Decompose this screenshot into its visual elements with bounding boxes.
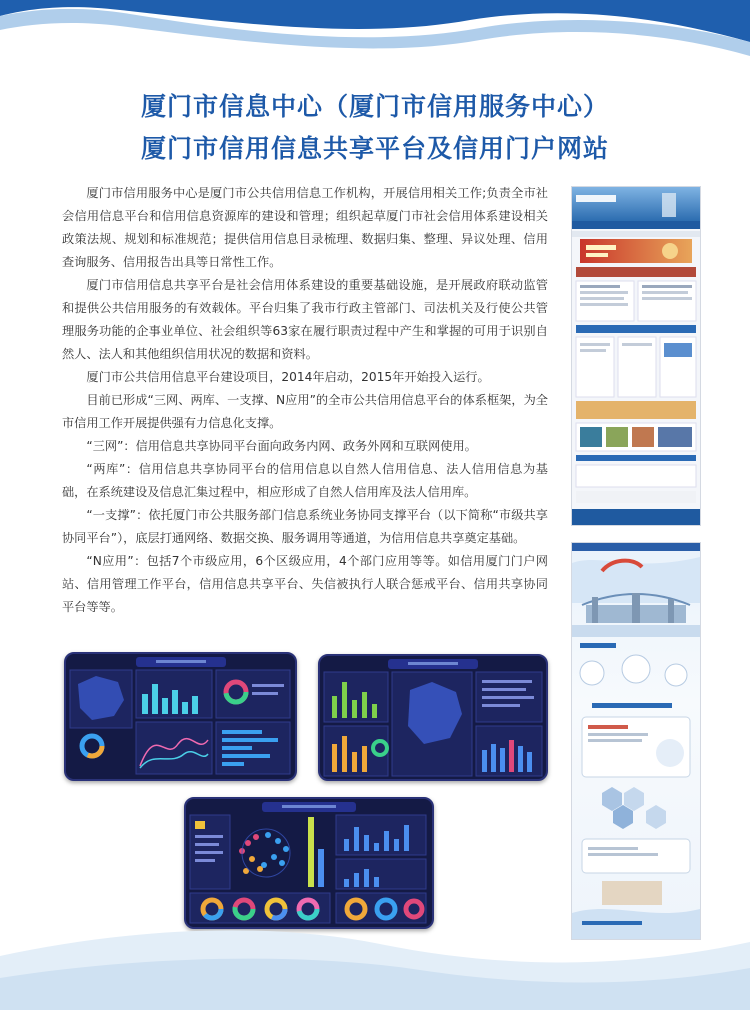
bottom-wave-decoration <box>0 860 750 1010</box>
dashboard-screenshot-2 <box>318 654 548 781</box>
page-title <box>0 86 750 170</box>
paragraph: “N应用”：包括7个市级应用，6个区级应用，4个部门应用等等。如信用厦门门户网站、信用管理工作平台，信用信息共享平台、失信被执行人联合惩戒平台、信用共享协同平台等等。 <box>62 554 548 614</box>
paragraph: 厦门市公共信用信息平台建设项目，2014年启动，2015年开始投入运行。 <box>86 370 490 384</box>
paragraph: “一支撑”：依托厦门市公共服务部门信息系统业务协同支撑平台（以下简称“市级共享协同平台”），底层打通网络、数据交换、服务调用等通道，为信用信息共享奠定基础。 <box>62 508 548 545</box>
dashboard-2-graphic <box>320 656 546 779</box>
credit-portal-website-screenshot <box>571 186 701 526</box>
paragraph: 厦门市信用信息共享平台是社会信用体系建设的重要基础设施，是开展政府联动监管和提供公共信用服务的有效载体。平台归集了我市行政主管部门、司法机关及行使公共管理服务功能的企事业单位、社会组织等63家在履行职责过程中产生和掌握的可用于识别自然人、法人和其他组织信用状况的数据和资料。 <box>62 278 548 361</box>
dashboard-screenshot-1 <box>64 652 297 781</box>
title-line-2: 厦门市信用信息共享平台及信用门户网站 <box>140 134 609 163</box>
paragraph: “三网”：信用信息共享协同平台面向政务内网、政务外网和互联网使用。 <box>86 439 477 453</box>
website-thumbnail-graphic <box>572 187 700 525</box>
title-line-1: 厦门市信息中心（厦门市信用服务中心） <box>140 92 609 121</box>
paragraph: 厦门市信用服务中心是厦门市公共信用信息工作机构，开展信用相关工作;负责全市社会信用信息平台和信用信息资源库的建设和管理；组织起草厦门市社会信用体系建设相关政策法规、规划和标准规范；提供信用信息目录梳理、数据归集、整理、异议处理、信用查询服务、信用报告出具等日常性工作。 <box>62 186 548 269</box>
body-text <box>62 182 548 619</box>
top-wave-decoration <box>0 0 750 80</box>
paragraph: “两库”：信用信息共享协同平台的信用信息以自然人信用信息、法人信用信息为基础，在系统建设及信息汇集过程中，相应形成了自然人信用库及法人信用库。 <box>62 462 548 499</box>
dashboard-1-graphic <box>66 654 295 779</box>
paragraph: 目前已形成“三网、两库、一支撑、N应用”的全市公共信用信息平台的体系框架，为全市信用工作开展提供强有力信息化支撑。 <box>62 393 548 430</box>
